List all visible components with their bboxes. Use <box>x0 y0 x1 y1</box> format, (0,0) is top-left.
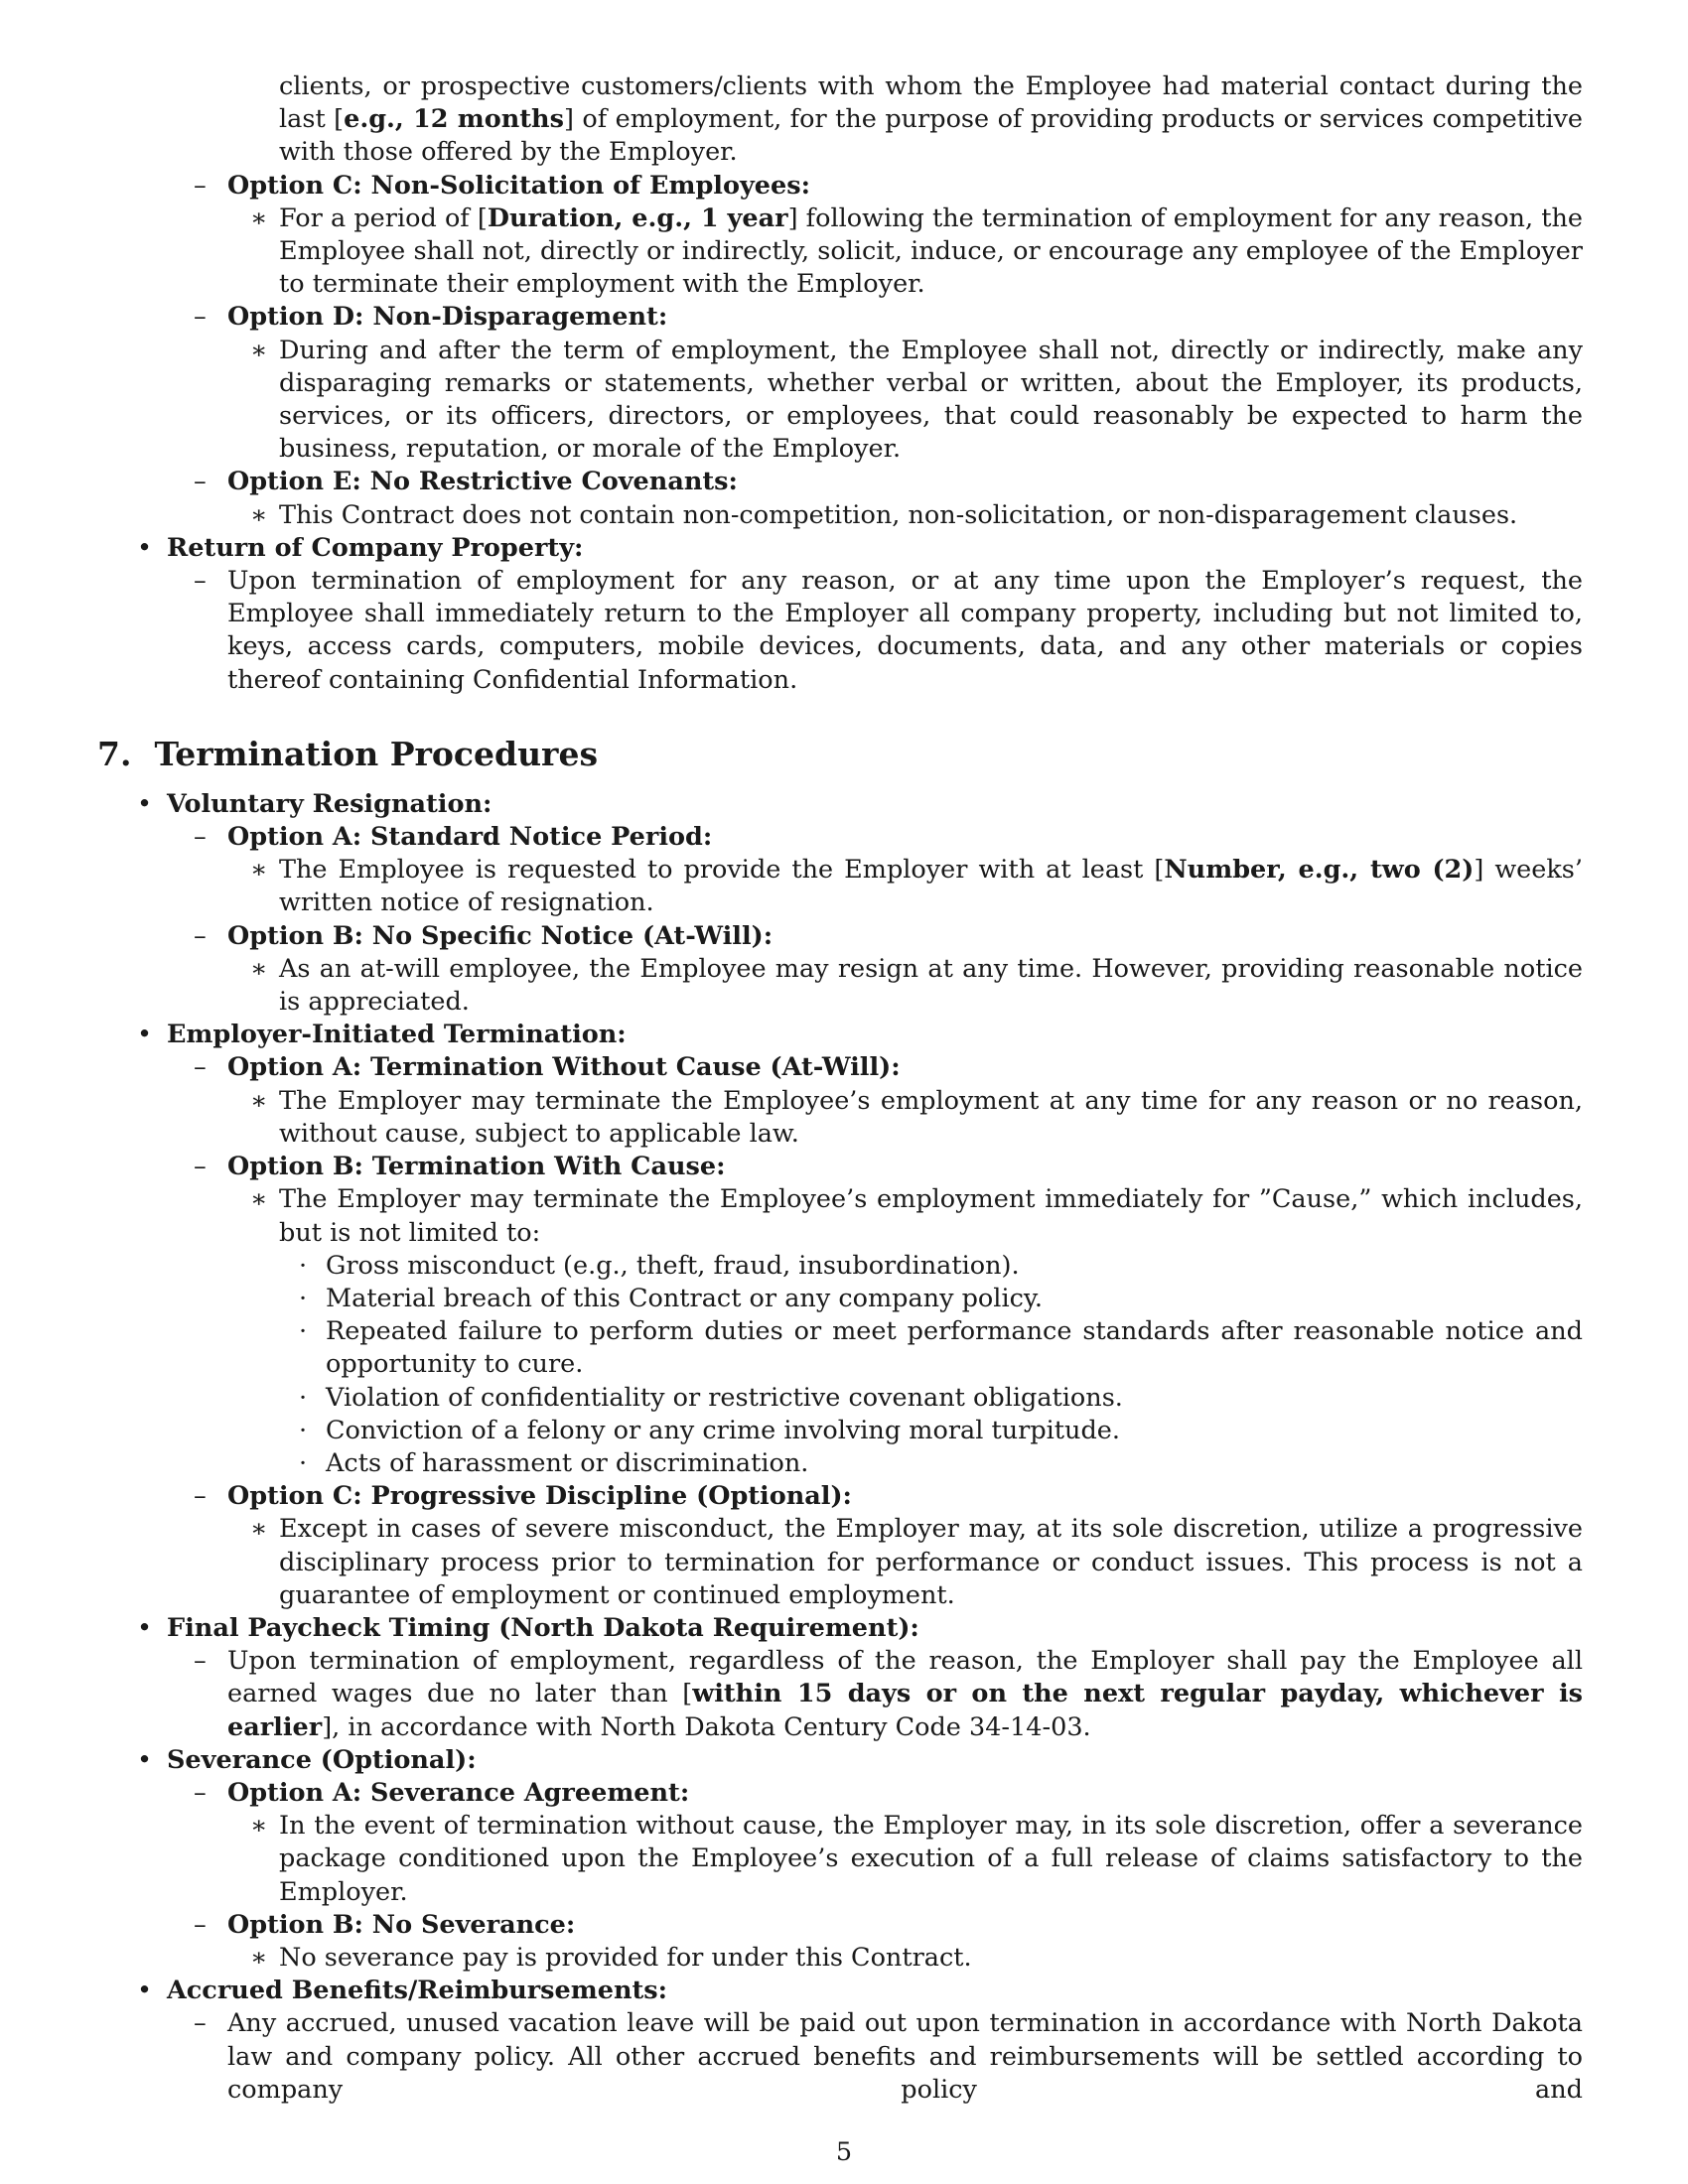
voluntary-resignation: • Voluntary Resignation: <box>137 788 492 819</box>
option-c-non-solicitation-employees: – Option C: Non-Solicitation of Employees: <box>194 170 810 201</box>
severance-option-a-text: ∗ In the event of termination without cause, the Employer may, in its sole discretion, offer a severance package conditioned upon the Employee’s execution of a full release of claims satisfactory to the Employer. <box>250 1811 1583 1907</box>
employer-option-a: – Option A: Termination Without Cause (At-Will): <box>194 1052 901 1083</box>
option-d-non-disparagement: – Option D: Non-Disparagement: <box>194 302 668 333</box>
severance: • Severance (Optional): <box>137 1744 477 1775</box>
cause-item: · Violation of confidentiality or restrictive covenant obligations. <box>299 1382 1123 1413</box>
return-of-company-property: • Return of Company Property: <box>137 532 584 563</box>
voluntary-option-a: – Option A: Standard Notice Period: <box>194 822 713 853</box>
employer-option-b-text: ∗ The Employer may terminate the Employee’s employment immediately for ”Cause,” which includes, but is not limited to: <box>250 1184 1583 1248</box>
accrued-benefits-text: – Any accrued, unused vacation leave will be paid out upon termination in accordance with North Dakota law and company policy. All other accrued benefits and reimbursements will be settled according to company policy and <box>194 2008 1583 2105</box>
voluntary-option-b-text: ∗ As an at-will employee, the Employee may resign at any time. However, providing reasonable notice is appreciated. <box>250 953 1583 1018</box>
non-solicitation-customers-text: clients, or prospective customers/clients with whom the Employee had material contact during the last [e.g., 12 months] of employment, for the purpose of providing products or services competitive with those offered by the Employer. <box>279 71 1584 168</box>
cause-item: · Conviction of a felony or any crime involving moral turpitude. <box>299 1415 1121 1445</box>
cause-item: · Repeated failure to perform duties or meet performance standards after reasonable notice and opportunity to cure. <box>299 1316 1583 1380</box>
section-heading-termination-procedures: 7. Termination Procedures <box>97 734 599 773</box>
final-paycheck-text: – Upon termination of employment, regardless of the reason, the Employer shall pay the Employee all earned wages due no later than [within 15 days or on the next regular payday, whichever is earlier], in accordance with North Dakota Century Code 34-14-03. <box>194 1646 1583 1742</box>
page-number: 5 <box>835 2137 853 2167</box>
accrued-benefits: • Accrued Benefits/Reimbursements: <box>137 1976 668 2006</box>
severance-option-b: – Option B: No Severance: <box>194 1909 576 1940</box>
employer-option-b: – Option B: Termination With Cause: <box>194 1152 726 1182</box>
employer-option-c: – Option C: Progressive Discipline (Optional): <box>194 1481 852 1512</box>
employer-initiated-termination: • Employer-Initiated Termination: <box>137 1020 627 1050</box>
severance-option-a: – Option A: Severance Agreement: <box>194 1777 690 1808</box>
cause-item: · Acts of harassment or discrimination. <box>299 1447 809 1478</box>
option-c-text: ∗ For a period of [Duration, e.g., 1 year] following the termination of employment for any reason, the Employee shall not, directly or indirectly, solicit, induce, or encourage any employee of the Employer to terminate their employment with the Employer. <box>250 203 1583 300</box>
cause-item: · Material breach of this Contract or any company policy. <box>299 1283 1044 1313</box>
return-of-company-property-text: – Upon termination of employment for any reason, or at any time upon the Employer’s request, the Employee shall immediately return to the Employer all company property, including but not limited to, keys, access cards, computers, mobile devices, documents, data, and any other materials or copies thereof containing Confidential Information. <box>194 566 1583 695</box>
final-paycheck-timing: • Final Paycheck Timing (North Dakota Requirement): <box>137 1612 919 1643</box>
option-e-text: ∗ This Contract does not contain non-competition, non-solicitation, or non-disparagement clauses. <box>250 499 1518 530</box>
option-e-no-restrictive-covenants: – Option E: No Restrictive Covenants: <box>194 467 738 497</box>
cause-item: · Gross misconduct (e.g., theft, fraud, insubordination). <box>299 1250 1020 1281</box>
employer-option-a-text: ∗ The Employer may terminate the Employee’s employment at any time for any reason or no reason, without cause, subject to applicable law. <box>250 1085 1583 1149</box>
voluntary-option-b: – Option B: No Specific Notice (At-Will): <box>194 920 774 951</box>
voluntary-option-a-text: ∗ The Employee is requested to provide the Employer with at least [Number, e.g., two (2)] weeks’ written notice of resignation. <box>250 855 1583 918</box>
employer-option-c-text: ∗ Except in cases of severe misconduct, the Employer may, at its sole discretion, utilize a progressive disciplinary process prior to termination for performance or conduct issues. This process is not a guarantee of employment or continued employment. <box>250 1514 1583 1610</box>
severance-option-b-text: ∗ No severance pay is provided for under this Contract. <box>250 1942 972 1973</box>
option-d-text: ∗ During and after the term of employment, the Employee shall not, directly or indirectly, make any disparaging remarks or statements, whether verbal or written, about the Employer, its products, services, or its officers, directors, or employees, that could reasonably be expected to harm the business, reputation, or morale of the Employer. <box>250 335 1583 465</box>
